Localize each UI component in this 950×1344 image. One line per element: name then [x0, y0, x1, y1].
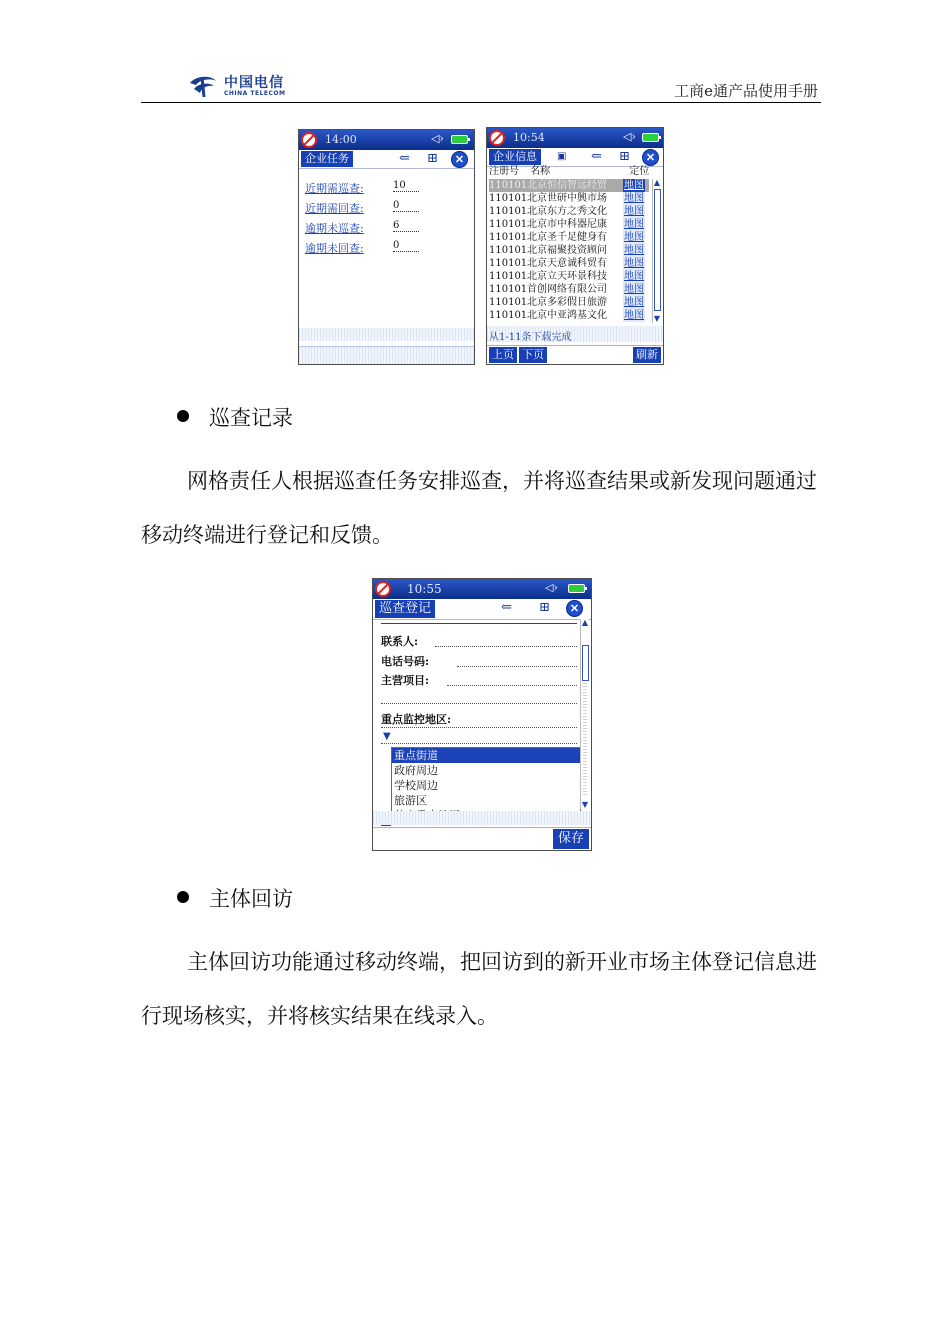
- dropdown-option[interactable]: 政府周边: [394, 764, 438, 777]
- volume-icon: ◁›: [545, 581, 558, 594]
- row-name: 北京多彩假日旅游: [527, 297, 607, 308]
- task-count: 10: [393, 180, 419, 192]
- field-underline: [381, 623, 577, 624]
- screen-title: 企业任务: [301, 151, 353, 167]
- row-name: 北京立天环景科技: [527, 271, 607, 282]
- task-count: 0: [393, 240, 419, 252]
- row-name: 首创网络有限公司: [527, 284, 607, 295]
- row-id: 110101: [489, 284, 528, 295]
- logo-cn-text: 中国电信: [224, 74, 284, 91]
- row-name: 北京恒信智远经贸: [527, 180, 607, 191]
- battery-icon: [568, 584, 585, 593]
- map-link[interactable]: 地图: [624, 193, 644, 204]
- scroll-down-icon[interactable]: ▼: [653, 314, 661, 323]
- table-row[interactable]: [489, 205, 649, 218]
- row-id: 110101: [489, 180, 528, 191]
- table-row[interactable]: [489, 218, 649, 231]
- battery-icon: [451, 135, 468, 144]
- status-time: 10:55: [407, 582, 442, 596]
- title-bar: [373, 599, 591, 620]
- prev-page-button[interactable]: 上页: [489, 347, 517, 363]
- status-strip: [373, 811, 591, 825]
- column-header-name: 名称: [530, 166, 551, 177]
- keyboard-icon[interactable]: ▣: [557, 151, 567, 162]
- back-arrow-icon[interactable]: ⇐: [399, 151, 410, 166]
- table-row[interactable]: [489, 283, 649, 296]
- status-time: 14:00: [325, 133, 357, 146]
- table-row[interactable]: [489, 270, 649, 283]
- title-bar: [299, 150, 474, 169]
- volume-icon: ◁›: [623, 130, 636, 143]
- field-underline: [381, 727, 577, 728]
- phone-screen-tasks: [298, 129, 475, 365]
- row-id: 110101: [489, 271, 528, 282]
- refresh-button[interactable]: 刷新: [633, 347, 661, 363]
- row-name: 北京东方之秀文化: [527, 206, 607, 217]
- section-paragraph: 主体回访功能通过移动终端，把回访到的新开业市场主体登记信息进行现场核实，并将核实结果在线录入。: [141, 950, 817, 1028]
- softkey-bar: [373, 827, 591, 850]
- row-name: 北京福聚投资顾问: [527, 245, 607, 256]
- row-id: 110101: [489, 297, 528, 308]
- table-row[interactable]: [489, 257, 649, 270]
- field-underline: [381, 703, 577, 704]
- screen-title: 巡查登记: [375, 600, 435, 618]
- contact-label: 联系人:: [381, 635, 419, 648]
- task-row[interactable]: [305, 220, 400, 236]
- close-icon[interactable]: ✕: [451, 151, 468, 168]
- task-label[interactable]: 近期需巡查:: [305, 182, 364, 195]
- logo-en-text: CHINA TELECOM: [224, 89, 286, 97]
- document-title: 工商e通产品使用手册: [674, 82, 818, 100]
- scrollbar[interactable]: [580, 619, 589, 809]
- project-label: 主营项目:: [381, 674, 430, 687]
- dropdown-option[interactable]: 学校周边: [394, 779, 438, 792]
- region-label: 重点监控地区:: [381, 713, 452, 726]
- task-count: 0: [393, 200, 419, 212]
- section-heading: 巡查记录: [209, 406, 293, 430]
- map-link[interactable]: 地图: [624, 310, 644, 321]
- row-name: 北京世研中興市场: [527, 193, 607, 204]
- section-heading: 主体回访: [209, 887, 293, 911]
- bullet-icon: [177, 891, 189, 903]
- scroll-up-icon[interactable]: ▲: [653, 178, 661, 187]
- sync-icon[interactable]: ⊞: [427, 151, 438, 166]
- volume-icon: ◁›: [431, 132, 444, 145]
- row-name: 北京中亚鸿基文化: [527, 310, 607, 321]
- close-icon[interactable]: ✕: [566, 600, 583, 617]
- table-header: [489, 166, 651, 178]
- sync-icon[interactable]: ⊞: [539, 600, 550, 615]
- project-input[interactable]: [447, 685, 577, 686]
- next-page-button[interactable]: 下页: [519, 347, 547, 363]
- status-bar: [373, 579, 591, 599]
- phone-screen-enterprise-info: [486, 127, 664, 365]
- column-header-id: 注册号: [489, 166, 519, 177]
- header-divider: [141, 102, 821, 103]
- row-id: 110101: [489, 310, 528, 321]
- row-name: 北京市中科器尼康: [527, 219, 607, 230]
- save-button[interactable]: 保存: [553, 829, 589, 849]
- row-name: 北京圣千足健身有: [527, 232, 607, 243]
- back-arrow-icon[interactable]: ⇐: [501, 600, 512, 615]
- no-sim-icon: [375, 581, 391, 597]
- status-bar: [487, 128, 663, 148]
- dropdown-arrow-icon[interactable]: ▼: [383, 731, 391, 742]
- table-row[interactable]: [489, 179, 649, 192]
- task-count: 6: [393, 220, 419, 232]
- task-label[interactable]: 逾期未巡查:: [305, 222, 364, 235]
- row-id: 110101: [489, 245, 528, 256]
- phone-input[interactable]: [457, 666, 577, 667]
- row-id: 110101: [489, 232, 528, 243]
- scroll-track: [583, 683, 587, 797]
- status-strip: [299, 328, 474, 341]
- row-id: 110101: [489, 219, 528, 230]
- title-bar: [487, 148, 663, 167]
- row-name: 北京天意诚科贸有: [527, 258, 607, 269]
- phone-screen-inspection-register: [372, 578, 592, 851]
- back-arrow-icon[interactable]: ⇐: [591, 149, 602, 164]
- table-row[interactable]: [489, 231, 649, 244]
- table-row[interactable]: [489, 309, 649, 322]
- no-sim-icon: [301, 132, 317, 148]
- battery-icon: [642, 133, 659, 142]
- scroll-up-icon[interactable]: ▲: [581, 618, 589, 627]
- download-status: 从1-11条下载完成: [489, 332, 572, 343]
- softkey-bar: [299, 346, 474, 364]
- task-row[interactable]: [305, 200, 400, 216]
- table-row[interactable]: [489, 296, 649, 309]
- dropdown-option[interactable]: 重点街道: [392, 748, 580, 763]
- softkey-bar: [487, 345, 663, 364]
- map-link[interactable]: 地图: [624, 284, 644, 295]
- scroll-down-icon[interactable]: ▼: [581, 800, 589, 809]
- map-link[interactable]: 地图: [624, 180, 644, 191]
- field-underline: [381, 743, 577, 744]
- contact-input[interactable]: [435, 646, 577, 647]
- task-row[interactable]: [305, 240, 400, 256]
- no-sim-icon: [489, 130, 505, 146]
- map-link[interactable]: 地图: [624, 232, 644, 243]
- dropdown-option[interactable]: 旅游区: [394, 794, 427, 807]
- scroll-thumb[interactable]: [654, 189, 661, 311]
- telecom-swirl-icon: [186, 73, 220, 99]
- phone-label: 电话号码:: [381, 655, 430, 668]
- task-row[interactable]: [305, 180, 406, 196]
- china-telecom-logo: [186, 72, 286, 100]
- row-id: 110101: [489, 193, 528, 204]
- task-label[interactable]: 近期需回查:: [305, 202, 364, 215]
- row-id: 110101: [489, 206, 528, 217]
- status-time: 10:54: [513, 131, 545, 144]
- close-icon[interactable]: ✕: [642, 149, 659, 166]
- section-paragraph: 网格责任人根据巡查任务安排巡查，并将巡查结果或新发现问题通过移动终端进行登记和反馈。: [141, 469, 817, 547]
- map-link[interactable]: 地图: [624, 271, 644, 282]
- row-id: 110101: [489, 258, 528, 269]
- table-row[interactable]: [489, 244, 649, 257]
- map-link[interactable]: 地图: [624, 245, 644, 256]
- map-link[interactable]: 地图: [624, 206, 644, 217]
- screen-title: 企业信息: [489, 149, 541, 165]
- bullet-icon: [177, 410, 189, 422]
- scrollbar[interactable]: [652, 179, 661, 323]
- task-label[interactable]: 逾期未回查:: [305, 242, 364, 255]
- map-link[interactable]: 地图: [624, 297, 644, 308]
- status-bar: [299, 130, 474, 150]
- map-link[interactable]: 地图: [624, 258, 644, 269]
- map-link[interactable]: 地图: [624, 219, 644, 230]
- sync-icon[interactable]: ⊞: [619, 149, 630, 164]
- table-row[interactable]: [489, 192, 649, 205]
- scroll-thumb[interactable]: [582, 645, 589, 681]
- column-header-map: 定位: [629, 166, 650, 177]
